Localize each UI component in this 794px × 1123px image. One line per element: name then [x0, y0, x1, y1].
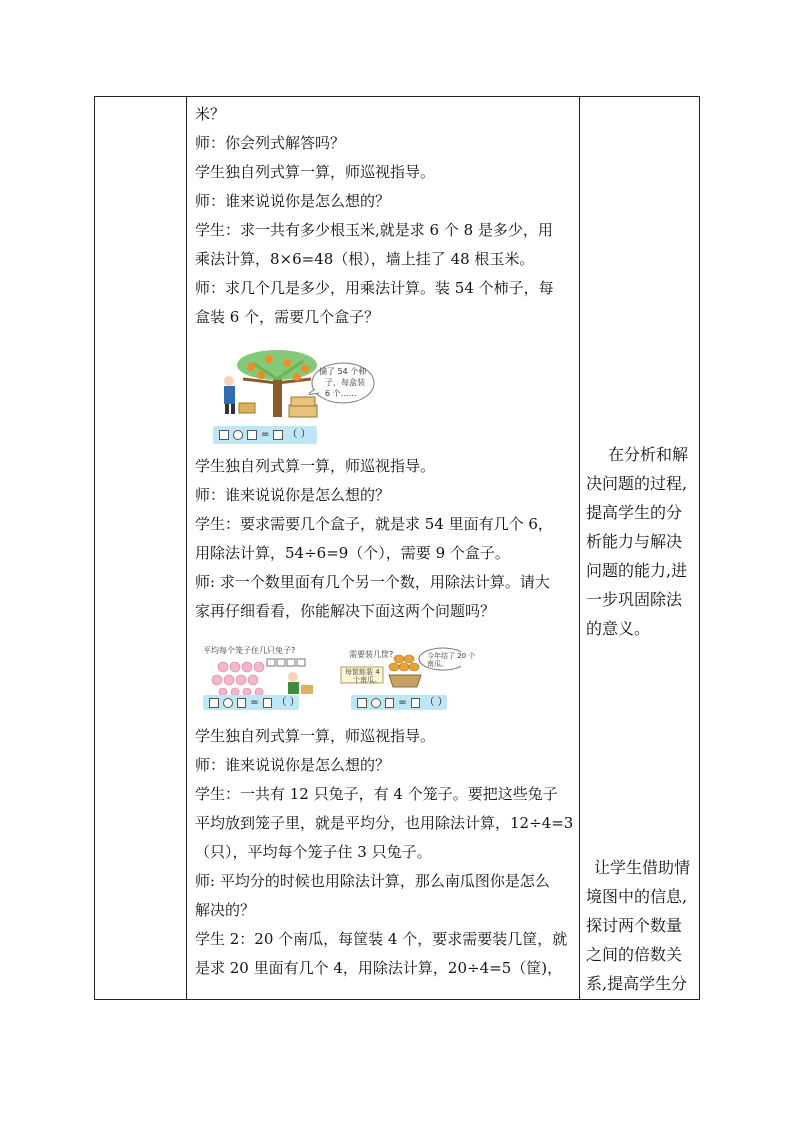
note-line: 探讨两个数量	[586, 916, 683, 935]
blank-circle-icon	[371, 698, 381, 708]
pumpkin-bubble-text	[427, 652, 475, 668]
blank-circle-icon	[223, 698, 233, 708]
text-line: 平均放到笼子里，就是平均分，也用除法计算，12÷4=3	[195, 814, 574, 832]
blank-box-icon	[263, 698, 273, 708]
note-line: 让学生借助情	[594, 858, 691, 877]
blank-box-icon	[209, 698, 219, 708]
blank-box-icon	[411, 698, 421, 708]
bubble-line: 南瓜。	[427, 660, 448, 668]
equation-template	[213, 426, 317, 444]
text-block-a	[195, 100, 554, 332]
text-line: 学生：求一共有多少根玉米,就是求 6 个 8 是多少，用	[195, 221, 553, 239]
note-line: 之间的倍数关	[586, 945, 683, 964]
equation-template	[351, 695, 447, 710]
column-divider-right	[579, 97, 580, 999]
bubble-line: 6 个……	[325, 389, 357, 398]
persimmon-illustration	[213, 349, 433, 449]
design-intent-note-1	[586, 440, 696, 643]
text-line: 学生 2：20 个南瓜，每筐装 4 个，要求需要装几筐，就	[195, 930, 568, 948]
text-line: 盒装 6 个，需要几个盒子？	[195, 308, 380, 326]
lesson-table	[94, 96, 700, 1000]
text-line: 乘法计算，8×6=48（根），墙上挂了 48 根玉米。	[195, 250, 535, 268]
text-line: 学生：要求需要几个盒子，就是求 54 里面有几个 6，	[195, 515, 553, 533]
bubble-line: 子，每盒装	[325, 378, 365, 387]
text-block-b	[195, 452, 553, 626]
equation-template	[203, 695, 299, 710]
text-line: 学生独自列式算一算，师巡视指导。	[195, 727, 436, 745]
note-line: 提高学生的分	[586, 503, 683, 522]
note-line: 析能力与解决	[586, 532, 683, 551]
text-line: 师：谁来说说你是怎么想的？	[195, 192, 391, 210]
note-line: 境图中的信息,	[586, 887, 688, 906]
column-divider-left	[186, 97, 187, 999]
unit-paren: （ ）	[287, 429, 311, 440]
sign-line: 个南瓜。	[353, 676, 381, 684]
pumpkin-question: 需要装几筐?	[349, 650, 394, 659]
blank-box-icon	[357, 698, 367, 708]
rabbit-question: 平均每个笼子住几只兔子?	[203, 646, 296, 655]
text-line: 师：谁来说说你是怎么想的？	[195, 756, 391, 774]
pumpkin-sign	[345, 668, 381, 684]
unit-paren: （ ）	[276, 696, 300, 708]
blank-box-icon	[219, 430, 229, 440]
blank-box-icon	[237, 698, 247, 708]
text-line: 家再仔细看看，你能解决下面这两个问题吗？	[195, 602, 496, 620]
equals-sign: =	[398, 696, 407, 708]
blank-box-icon	[273, 430, 283, 440]
note-line: 决问题的过程,	[586, 474, 688, 493]
rabbit-problem	[203, 643, 323, 713]
text-line: 师: 平均分的时候也用除法计算，那么南瓜图你是怎么	[195, 872, 550, 890]
text-line: 学生独自列式算一算，师巡视指导。	[195, 457, 436, 475]
sign-line: 每筐能装 4	[345, 668, 380, 676]
text-block-c	[195, 722, 573, 983]
note-line: 问题的能力,进	[586, 561, 688, 580]
note-line: 在分析和解	[608, 445, 689, 464]
unit-paren: （ ）	[424, 696, 448, 708]
text-line: 师：你会列式解答吗？	[195, 134, 346, 152]
text-line: 师：谁来说说你是怎么想的？	[195, 486, 391, 504]
bubble-line: 今年结了 20 个	[427, 652, 476, 660]
design-intent-note-2	[586, 853, 696, 998]
text-line: 是求 20 里面有几个 4，用除法计算，20÷4=5（筐)，	[195, 959, 563, 977]
blank-circle-icon	[233, 430, 243, 440]
blank-box-icon	[247, 430, 257, 440]
persimmon-bubble-text	[319, 366, 366, 399]
text-line: （只），平均每个笼子住 3 只兔子。	[195, 843, 432, 861]
problem-illustrations	[203, 643, 573, 715]
text-line: 师: 求一个数里面有几个另一个数，用除法计算。请大	[195, 573, 550, 591]
pumpkin-problem	[339, 643, 476, 713]
text-line: 学生：一共有 12 只兔子，有 4 个笼子。要把这些兔子	[195, 785, 558, 803]
text-line: 解决的？	[195, 901, 256, 919]
note-line: 一步巩固除法	[586, 590, 683, 609]
note-line: 的意义。	[586, 619, 651, 638]
text-line: 学生独自列式算一算，师巡视指导。	[195, 163, 436, 181]
equals-sign: =	[250, 696, 259, 708]
text-line: 用除法计算，54÷6=9（个），需要 9 个盒子。	[195, 544, 510, 562]
bubble-line: 摘了 54 个柿	[319, 367, 367, 376]
text-line: 米？	[195, 105, 226, 123]
blank-box-icon	[385, 698, 395, 708]
note-line: 系,提高学生分	[586, 974, 688, 993]
rabbits-cages-icon	[205, 655, 315, 697]
equals-sign: =	[261, 429, 270, 440]
text-line: 师：求几个几是多少，用乘法计算。装 54 个柿子，每	[195, 279, 554, 297]
